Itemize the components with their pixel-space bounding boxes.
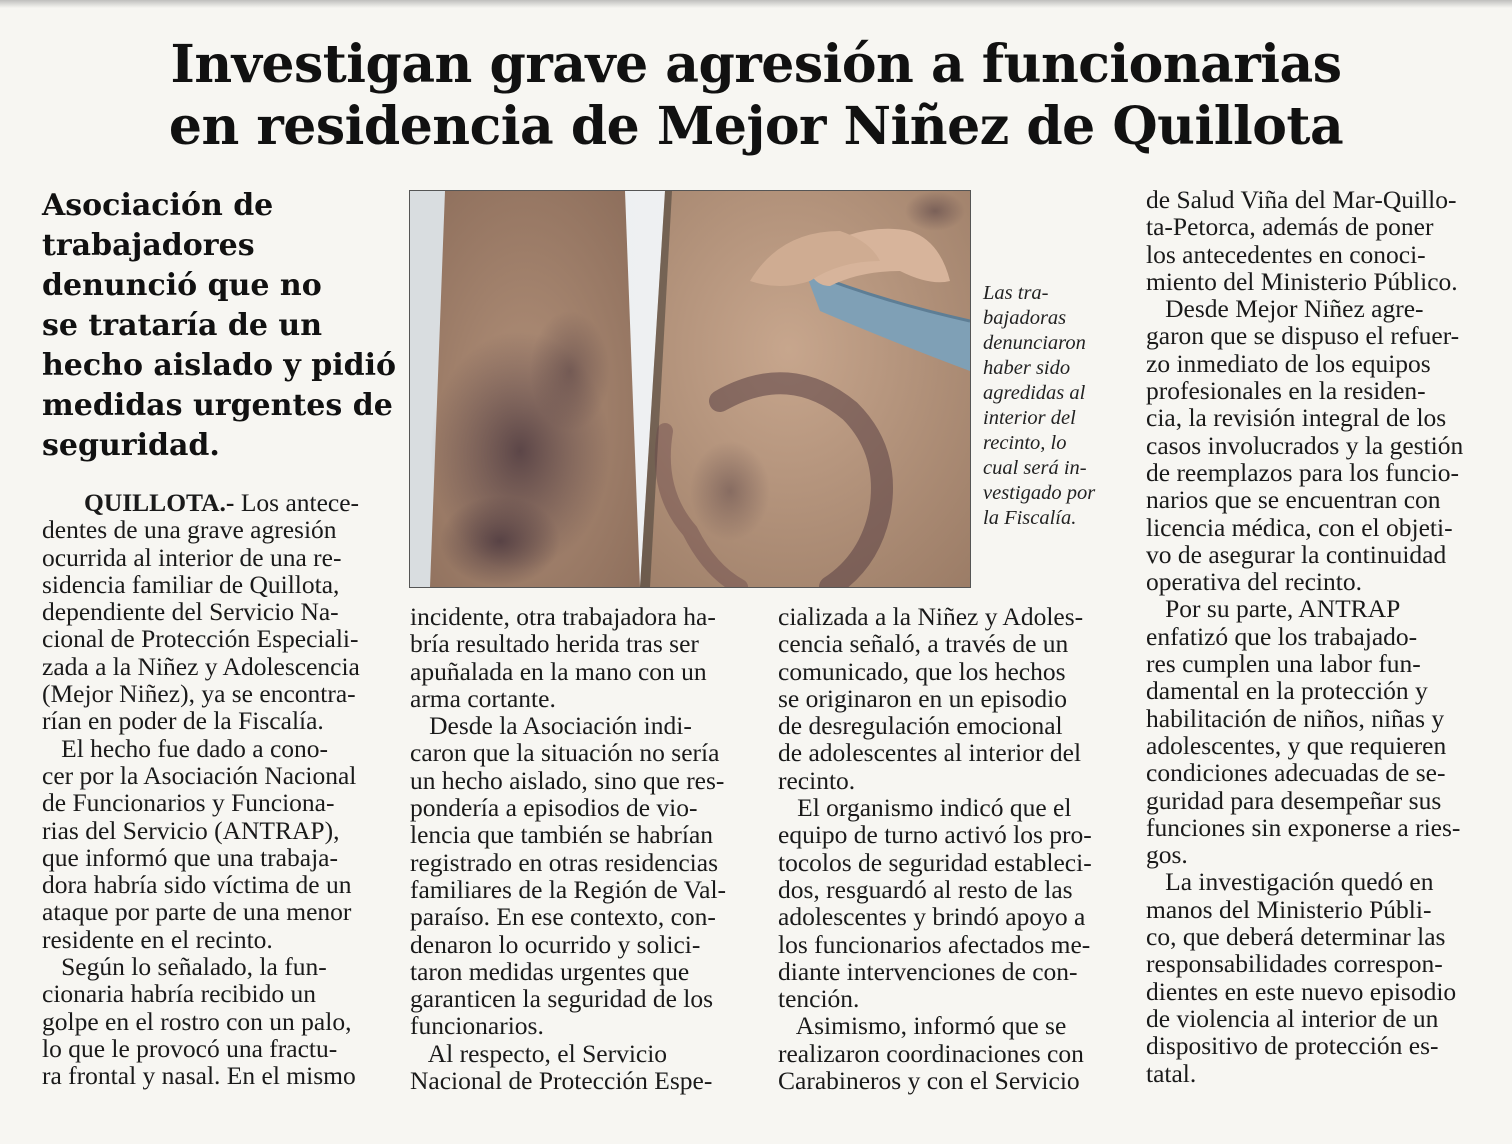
column-line: El hecho fue dado a cono-	[42, 733, 329, 763]
column-line: gos.	[1146, 840, 1188, 870]
article-photo	[409, 190, 971, 588]
column-line: taron medidas urgentes que	[410, 956, 690, 986]
column-line: paraíso. En ese contexto, con-	[410, 902, 716, 932]
column-line	[42, 489, 376, 516]
column-line: dentes de una grave agresión	[42, 515, 337, 545]
column-line: profesionales en la residen-	[1146, 376, 1426, 406]
column-line: narios que se encuentran con	[1146, 485, 1441, 515]
article-column-3	[778, 603, 1112, 1094]
column-line: arma cortante.	[410, 683, 556, 713]
caption-line: haber sido	[983, 357, 1071, 379]
column-line: golpe en el rostro con un palo,	[42, 1006, 352, 1036]
caption-line: Las tra-	[983, 282, 1049, 304]
column-line: Carabineros y con el Servicio	[778, 1066, 1080, 1096]
column-line: (Mejor Niñez), ya se encontra-	[42, 679, 356, 709]
headline	[0, 34, 1512, 158]
column-line: enfatizó que los trabajado-	[1146, 621, 1418, 651]
caption-line: vestigado por	[983, 482, 1096, 504]
column-line: garon que se dispuso el refuer-	[1146, 321, 1460, 351]
column-line: El organismo indicó que el	[778, 793, 1072, 823]
column-line: operativa del recinto.	[1146, 567, 1362, 597]
column-line: dependiente del Servicio Na-	[42, 597, 339, 627]
column-line: ta-Petorca, además de poner	[1146, 212, 1434, 242]
column-line: casos involucrados y la gestión	[1146, 430, 1464, 460]
deck-line: trabajadores	[42, 228, 255, 263]
column-line: se originaron en un episodio	[778, 683, 1067, 713]
column-line: res cumplen una labor fun-	[1146, 649, 1421, 679]
deck-line: hecho aislado y pidió	[42, 348, 397, 383]
column-line: comunicado, que los hechos	[778, 656, 1066, 686]
column-line: cia, la revisión integral de los	[1146, 403, 1447, 433]
caption-line: agredidas al	[983, 382, 1086, 404]
column-line: cionaria habría recibido un	[42, 979, 317, 1009]
column-line: denaron lo ocurrido y solici-	[410, 929, 701, 959]
column-line: co, que deberá determinar las	[1146, 922, 1446, 952]
column-line: familiares de la Región de Val-	[410, 874, 727, 904]
headline-line-2: en residencia de Mejor Niñez de Quillota	[168, 96, 1344, 157]
column-line: zada a la Niñez y Adolescencia	[42, 651, 360, 681]
caption-line: la Fiscalía.	[983, 507, 1077, 529]
column-line: La investigación quedó en	[1146, 867, 1434, 897]
dateline: QUILLOTA.-	[84, 488, 235, 517]
column-line: dos, resguardó al resto de las	[778, 874, 1073, 904]
column-line: dora habría sido víctima de un	[42, 870, 352, 900]
column-line: tención.	[778, 984, 860, 1014]
column-line: tatal.	[1146, 1058, 1197, 1088]
column-line: pondería a episodios de vio-	[410, 793, 698, 823]
deck-line: Asociación de	[42, 188, 274, 223]
column-line: caron que la situación no sería	[410, 738, 720, 768]
column-line: ataque por parte de una menor	[42, 897, 352, 927]
column-line: adolescentes, y que requieren	[1146, 730, 1447, 760]
column-line: diante intervenciones de con-	[778, 956, 1078, 986]
column-line: cializada a la Niñez y Adoles-	[778, 602, 1084, 631]
column-line: habilitación de niños, niñas y	[1146, 703, 1445, 733]
article-column-4	[1146, 186, 1480, 1087]
column-line: damental en la protección y	[1146, 676, 1428, 706]
column-line-text: Los antece-	[234, 488, 360, 517]
column-line: garanticen la seguridad de los	[410, 984, 714, 1014]
column-line: condiciones adecuadas de se-	[1146, 758, 1446, 788]
column-line: manos del Ministerio Públi-	[1146, 894, 1432, 924]
column-line: funciones sin exponerse a ries-	[1146, 812, 1461, 842]
caption-line: cual será in-	[983, 457, 1087, 479]
column-line: lencia que también se habrían	[410, 820, 714, 850]
column-line: Desde la Asociación indi-	[410, 711, 692, 741]
column-line: los antecedentes en conoci-	[1146, 239, 1426, 269]
column-line: un hecho aislado, sino que res-	[410, 765, 725, 795]
column-line: que informó que una trabaja-	[42, 842, 338, 872]
column-line: guridad para desempeñar sus	[1146, 785, 1442, 815]
caption-line: interior del	[983, 407, 1076, 429]
caption-line: bajadoras	[983, 307, 1067, 329]
column-line: tocolos de seguridad estableci-	[778, 847, 1092, 877]
column-line: Desde Mejor Niñez agre-	[1146, 294, 1424, 324]
column-line: dientes en este nuevo episodio	[1146, 976, 1457, 1006]
deck-line: denunció que no	[42, 268, 322, 303]
column-line: licencia médica, con el objeti-	[1146, 512, 1453, 542]
article-column-2	[410, 603, 744, 1094]
column-line: Nacional de Protección Espe-	[410, 1066, 713, 1096]
column-line: rias del Servicio (ANTRAP),	[42, 815, 340, 845]
caption-line: recinto, lo	[983, 432, 1067, 454]
bruised-arm-photo	[410, 191, 970, 587]
column-line: dispositivo de protección es-	[1146, 1031, 1439, 1061]
column-line: lo que le provocó una fractu-	[42, 1033, 338, 1063]
column-line: realizaron coordinaciones con	[778, 1038, 1084, 1068]
photo-caption	[983, 281, 1123, 531]
column-line: los funcionarios afectados me-	[778, 929, 1091, 959]
column-line: cional de Protección Especiali-	[42, 624, 359, 654]
deck-line: seguridad.	[42, 428, 220, 463]
column-line: bría resultado herida tras ser	[410, 629, 699, 659]
column-line: ocurrida al interior de una re-	[42, 542, 342, 572]
column-line: vo de asegurar la continuidad	[1146, 539, 1447, 569]
column-line: de reemplazos para los funcio-	[1146, 457, 1459, 487]
column-line: recinto.	[778, 765, 856, 795]
column-line: zo inmediato de los equipos	[1146, 348, 1431, 378]
column-line: Por su parte, ANTRAP	[1146, 594, 1401, 624]
column-line: apuñalada en la mano con un	[410, 656, 707, 686]
column-line: responsabilidades correspon-	[1146, 949, 1443, 979]
caption-line: denunciaron	[983, 332, 1086, 354]
column-line: residente en el recinto.	[42, 924, 273, 954]
column-line: de violencia al interior de un	[1146, 1003, 1439, 1033]
column-line: cencia señaló, a través de un	[778, 629, 1069, 659]
deck-line: se trataría de un	[42, 308, 323, 343]
deck-subheading	[42, 186, 397, 466]
headline-line-1: Investigan grave agresión a funcionarias	[170, 34, 1342, 95]
column-line: ra frontal y nasal. En el mismo	[42, 1061, 356, 1091]
column-line: Al respecto, el Servicio	[410, 1038, 668, 1068]
column-line: de adolescentes al interior del	[778, 738, 1082, 768]
column-line: Asimismo, informó que se	[778, 1011, 1067, 1041]
column-line: funcionarios.	[410, 1011, 544, 1041]
top-edge-strip	[0, 0, 1512, 8]
column-line: adolescentes y brindó apoyo a	[778, 902, 1086, 932]
column-line: equipo de turno activó los pro-	[778, 820, 1092, 850]
column-line: rían en poder de la Fiscalía.	[42, 706, 324, 736]
column-line: incidente, otra trabajadora ha-	[410, 602, 716, 631]
column-line: de Funcionarios y Funciona-	[42, 788, 335, 818]
deck-line: medidas urgentes de	[42, 388, 393, 423]
column-line: de desregulación emocional	[778, 711, 1063, 741]
column-line: miento del Ministerio Público.	[1146, 266, 1458, 296]
column-line: sidencia familiar de Quillota,	[42, 569, 340, 599]
column-line: de Salud Viña del Mar-Quillo-	[1146, 185, 1457, 214]
article-column-1	[42, 489, 376, 1090]
column-line: registrado en otras residencias	[410, 847, 719, 877]
column-line: cer por la Asociación Nacional	[42, 760, 357, 790]
column-line: Según lo señalado, la fun-	[42, 952, 327, 982]
